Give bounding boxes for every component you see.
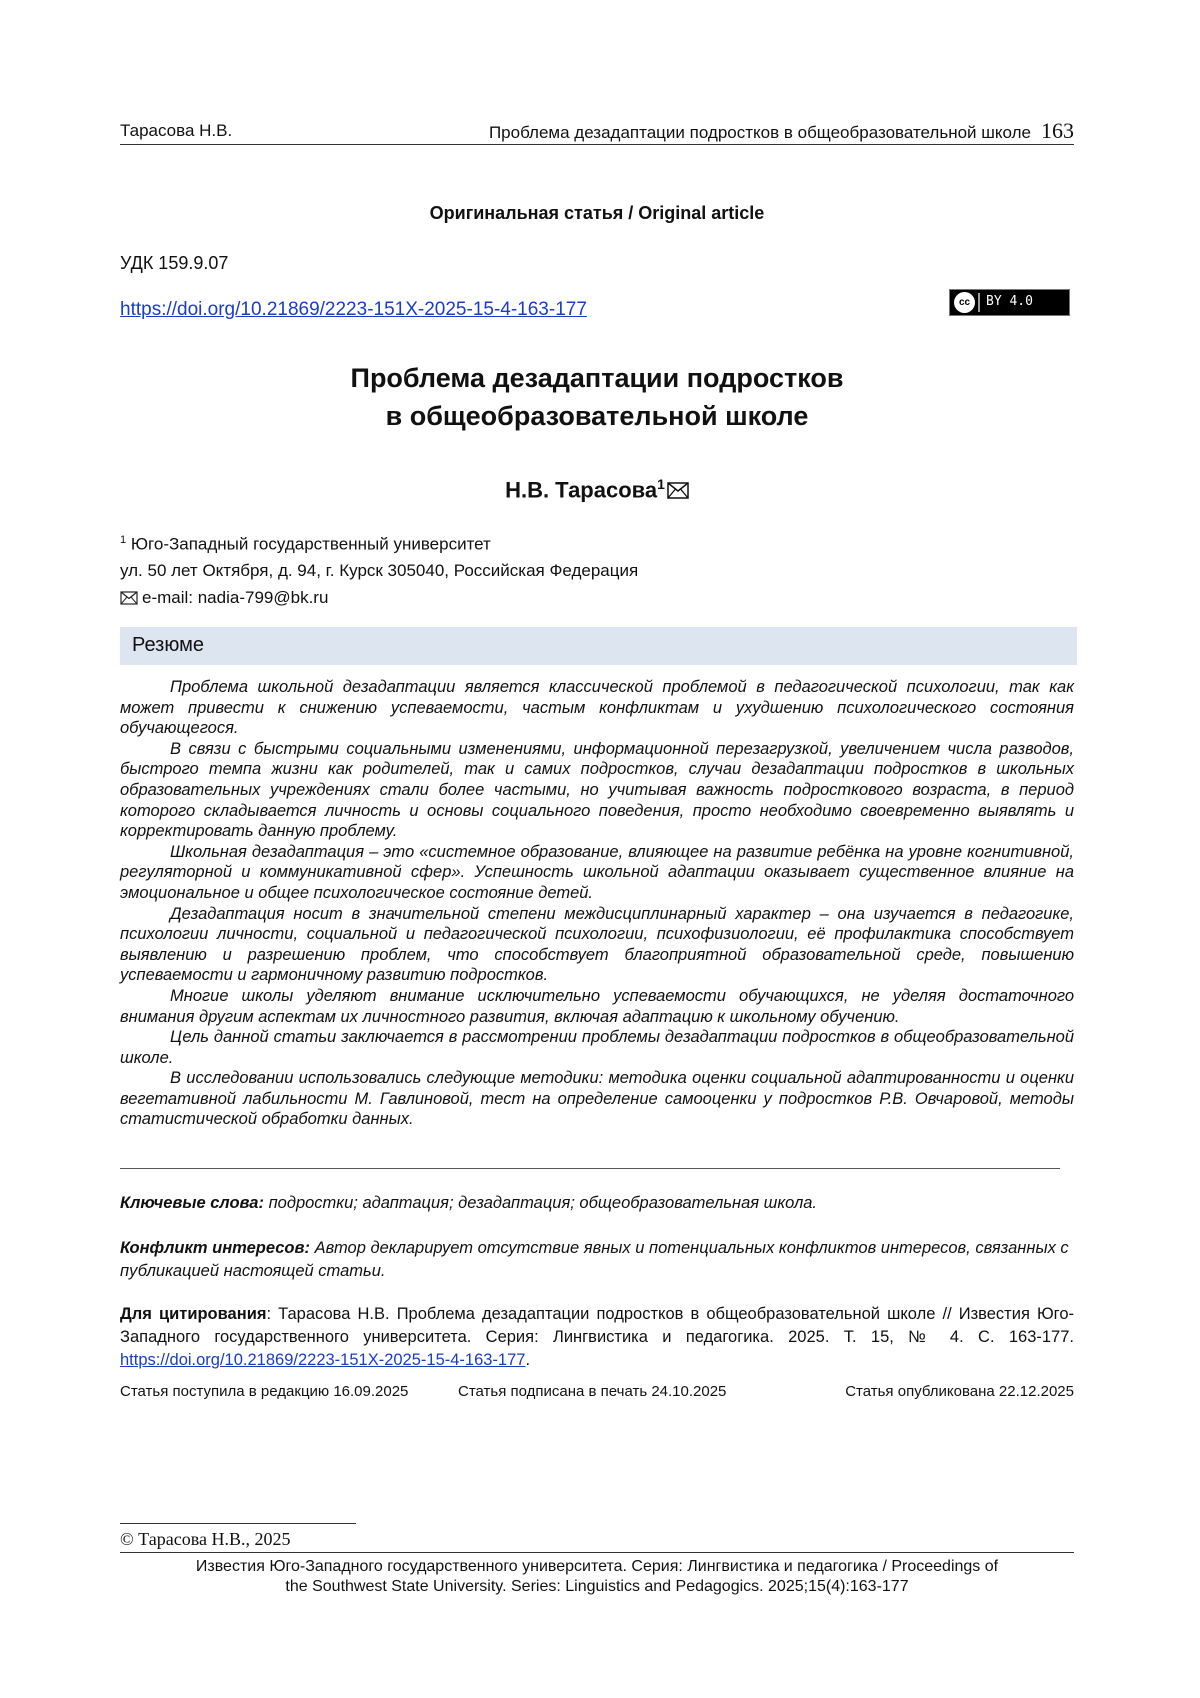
footer-line-2: the Southwest State University. Series: Linguistics and Pedagogics. 2025;15(4):163-177 <box>285 1578 909 1595</box>
title-line-2: в общеобразовательной школе <box>385 401 809 431</box>
affiliation-name: Юго-Западный государственный университет <box>130 534 491 554</box>
affiliation <box>120 527 638 584</box>
abstract-paragraph: В исследовании использовались следующие методики: методика оценки социальной адаптированности и оценки вегетативной лабильности М. Гавлиновой, тест на определение самооценки у подростков Р.В. Овчаровой, методы статистической обработки данных. <box>120 1069 1074 1129</box>
udk-code: УДК 159.9.07 <box>120 253 229 273</box>
citation-end: . <box>525 1351 531 1369</box>
abstract-paragraph: Дезадаптация носит в значительной степени междисциплинарный характер – она изучается в педагогике, психологии личности, социальной и педагогической психологии, психофизиологии, её профилактика способствует выявлению и разрешению проблем, что способствует благоприятной образовательной среде, повышению успеваемости и гармоничному развитию подростков. <box>120 904 1074 985</box>
email-line <box>120 588 328 610</box>
author-name: Н.В. Тарасова <box>505 477 658 503</box>
abstract-paragraph: Проблема школьной дезадаптации является классической проблемой в педагогической психологии, так как может привести к снижению успеваемости, частым конфликтам и ухудшению психологического состояния обучающегося. <box>120 678 1074 738</box>
envelope-icon[interactable] <box>667 479 689 505</box>
citation-label: Для цитирования <box>120 1305 267 1323</box>
conflict-of-interest <box>120 1237 1074 1283</box>
article-type: Оригинальная статья / Original article <box>429 203 765 223</box>
envelope-icon <box>120 590 138 610</box>
title-line-1: Проблема дезадаптации подростков <box>350 363 844 393</box>
affiliation-mark: 1 <box>120 534 127 546</box>
resume-heading-bar <box>120 627 1077 665</box>
running-header <box>120 118 1074 145</box>
header-title-group <box>489 118 1074 144</box>
header-author: Тарасова Н.В. <box>120 121 233 140</box>
footer-line-1: Известия Юго-Западного государственного университета. Серия: Лингвистика и педагогика / Proceedings of <box>195 1558 999 1575</box>
author-affiliation-mark: 1 <box>657 476 665 492</box>
abstract-paragraph: В связи с быстрыми социальными изменениями, информационной перезагрузкой, увеличением числа разводов, быстрого темпа жизни как родителей, так и самих подростков, случаи дезадаптации подростков в школьных образовательных учреждениях стали более частыми, но учитывая важность подросткового возраста, в период которого складывается личность и основы социального поведения, просто необходимо своевременно выявлять и корректировать данную проблему. <box>120 739 1074 841</box>
footer-rule <box>120 1552 1074 1553</box>
affiliation-line-1 <box>120 527 638 558</box>
doi-link[interactable]: https://doi.org/10.21869/2223-151X-2025-15-4-163-177 <box>120 299 587 320</box>
affiliation-address: ул. 50 лет Октября, д. 94, г. Курск 305040, Российская Федерация <box>120 560 639 580</box>
abstract-paragraph: Школьная дезадаптация – это «системное образование, влияющее на развитие ребёнка на уровне когнитивной, регуляторной и коммуникативной сфер». Успешность школьной адаптации оказывает существенное влияние на эмоциональное и общее психологическое состояние детей. <box>120 842 1074 902</box>
cc-by-icon[interactable] <box>949 289 1070 316</box>
header-title: Проблема дезадаптации подростков в общеобразовательной школе <box>488 123 1031 142</box>
date-received: Статья поступила в редакцию 16.09.2025 <box>120 1383 409 1400</box>
conflict-text: Автор декларирует отсутствие явных и потенциальных конфликтов интересов, связанных с публикацией настоящей статьи. <box>120 1239 1069 1280</box>
cc-logo: cc <box>954 292 975 313</box>
copyright: © Тарасова Н.В., 2025 <box>120 1529 291 1549</box>
cc-divider <box>978 293 980 312</box>
keywords <box>120 1194 1074 1213</box>
date-signed: Статья подписана в печать 24.10.2025 <box>458 1383 727 1400</box>
abstract-separator <box>120 1168 1060 1169</box>
footnote-rule <box>120 1523 356 1524</box>
journal-footer <box>120 1557 1074 1597</box>
resume-heading: Резюме <box>132 634 204 656</box>
abstract <box>120 677 1074 1130</box>
citation-doi-link[interactable]: https://doi.org/10.21869/2223-151X-2025-15-4-163-177 <box>120 1351 526 1369</box>
keywords-label: Ключевые слова: <box>120 1194 264 1212</box>
date-published: Статья опубликована 22.12.2025 <box>845 1383 1074 1400</box>
citation <box>120 1303 1074 1372</box>
author-line <box>120 476 1074 505</box>
page-number: 163 <box>1041 118 1074 143</box>
article-title <box>120 359 1074 435</box>
email-address[interactable]: e-mail: nadia-799@bk.ru <box>142 588 329 607</box>
cc-license-label: BY 4.0 <box>986 294 1033 309</box>
abstract-paragraph: Многие школы уделяют внимание исключительно успеваемости обучающихся, не уделяя достаточного внимания другим аспектам их личностного развития, включая адаптацию к школьному обучению. <box>120 986 1074 1026</box>
keywords-text: подростки; адаптация; дезадаптация; общеобразовательная школа. <box>268 1194 818 1212</box>
conflict-label: Конфликт интересов: <box>120 1239 310 1257</box>
citation-text: : Тарасова Н.В. Проблема дезадаптации подростков в общеобразовательной школе // Известия Юго-Западного государственного университета. Серия: Лингвистика и педагогика. 2025. Т. 15, № 4. С. 163-177. <box>120 1305 1074 1346</box>
abstract-paragraph: Цель данной статьи заключается в рассмотрении проблемы дезадаптации подростков в общеобразовательной школе. <box>120 1028 1074 1067</box>
